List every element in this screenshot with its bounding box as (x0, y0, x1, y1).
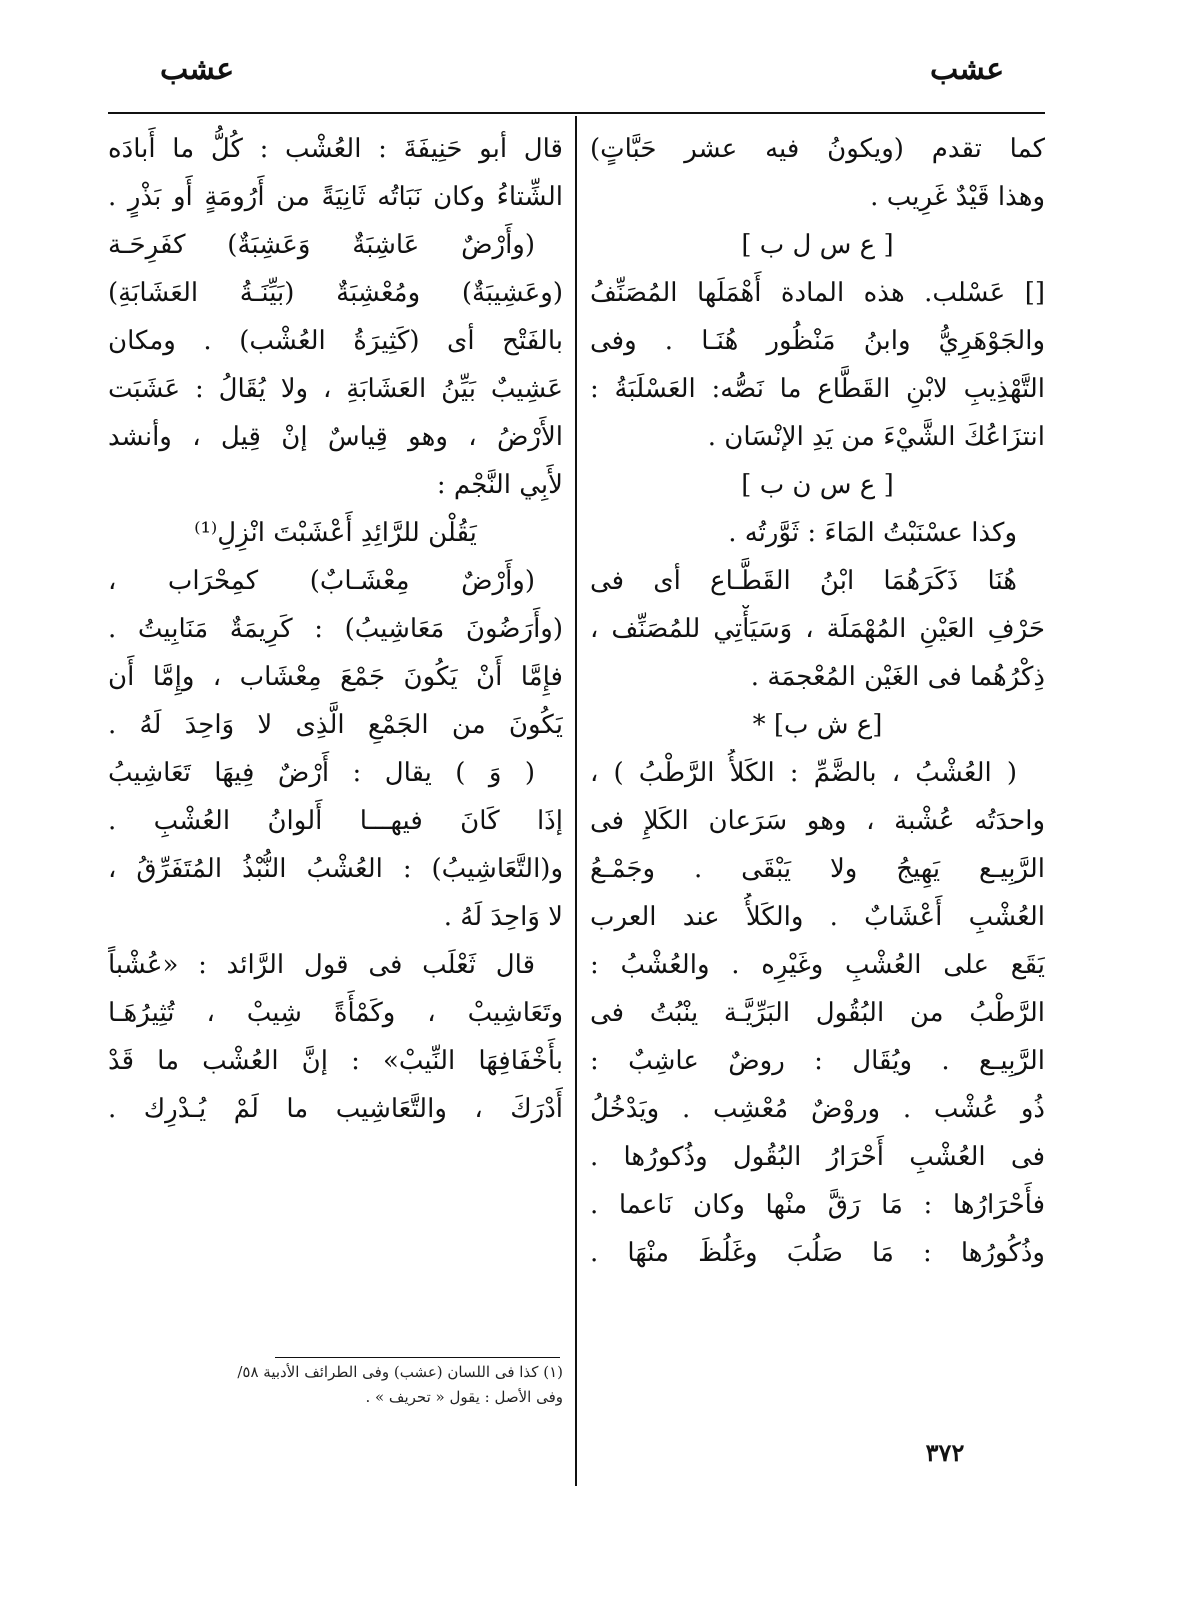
text-line: وكذا عسْنَبْتُ المَاءَ : ثَوَّرتُه . (728, 518, 1017, 548)
text-line: (وأَرْضٌ مِعْشَـابٌ) كمِحْرَاب ، (108, 566, 535, 596)
text-line: وهذا قَيْدٌ غَرِيب . (870, 182, 1045, 212)
footnote-line: (١) كذا فى اللسان (عشب) وفى الطرائف الأدبية ٥٨/ (237, 1363, 563, 1381)
text-line: (وأَرْضٌ عَاشِبَةٌ وَعَشِبَةٌ) كفَرِحَـة (108, 230, 535, 260)
text-line: ذِكْرُهُما فى الغَيْن المُعْجمَة . (750, 662, 1045, 692)
text-line: وذُكُورُها : مَا صَلُبَ وغَلُظَ منْهَا . (590, 1238, 1045, 1268)
text-line: فأَحْرَارُها : مَا رَقَّ منْها وكان نَاعما . (590, 1190, 1045, 1220)
text-line: لأَبِي النَّجْم : (436, 470, 563, 500)
text-line: الشِّتاءُ وكان نَبَاتُه ثَانِيَةً من أَرُومَةٍ أَو بَذْرٍ . (108, 182, 563, 212)
entry-heading: [ ع س ل ب ] (741, 230, 894, 260)
text-line: [] عَسْلب. هذه المادة أَهْمَلَها المُصَنِّفُ (590, 278, 1045, 308)
header-rule (108, 112, 1045, 114)
text-line: انتزَاعُكَ الشَّيْءَ من يَدِ الإنْسَان . (707, 422, 1045, 452)
text-line: يَقَع على العُشْبِ وغَيْرِه . والعُشْبُ : (590, 950, 1045, 980)
text-line: العُشْبِ أَعْشَابٌ . والكَلأُ عند العرب (590, 902, 1045, 932)
text-line: هُنَا ذَكَرَهُمَا ابْنُ القَطَّـاع أى فى (590, 566, 1017, 596)
text-line: (وعَشِيبَةٌ) ومُعْشِبَةٌ (بَيِّنَـةُ العَشَابَةِ) (108, 278, 563, 308)
text-line: حَرْفِ العَيْنِ المُهْمَلَة ، وَسَيَأْتِي للمُصَنِّف ، (590, 614, 1045, 644)
text-line: عَشِيبٌ بَيِّنُ العَشَابَةِ ، ولا يُقَالُ : عَشَبَت (108, 374, 563, 404)
text-line: الرَّبِيـع . ويُقَال : روضٌ عاشِبٌ : (590, 1046, 1045, 1076)
text-line: بالفَتْح أى (كَثِيرَةُ العُشْب) . ومكان (108, 326, 563, 356)
text-line: والجَوْهَرِيُّ وابنُ مَنْظُور هُنَـا . وفى (590, 326, 1045, 356)
text-line: لا وَاحِدَ لَهُ . (443, 902, 563, 932)
text-line: قال أبو حَنِيفَةَ : العُشْب : كُلُّ ما أَبادَه (108, 134, 563, 164)
entry-heading: [ع ش ب] * (752, 710, 883, 740)
text-line: كما تقدم (ويكونُ فيه عشر حَبَّاتٍ) (590, 134, 1045, 164)
text-line: (وأَرَضُونَ مَعَاشِيبُ) : كَرِيمَةٌ مَنَابِيتُ . (108, 614, 563, 644)
text-line: بأَخْفَافِهَا النِّيبْ» : إنَّ العُشْب ما قَدْ (108, 1046, 563, 1076)
text-line: الأَرْضُ ، وهو قِياسٌ إنْ قِيل ، وأنشد (108, 422, 563, 452)
text-line: التَّهْذِيبِ لابْنِ القَطَّاع ما نَصُّه: العَسْلَبَةُ : (590, 374, 1045, 404)
verse-line: يَقُلْن للرَّائِدِ أَعْشَبْتَ انْزِلِ⁽¹⁾ (194, 518, 477, 548)
text-line: قال ثَعْلَب فى قول الرَّائد : «عُشْباً (108, 950, 535, 980)
text-line: الرَّبِيـع يَهِيجُ ولا يَبْقَى . وجَمْـعُ (590, 854, 1045, 884)
text-line: و(التَّعَاشِيبُ) : العُشْبُ النُّبْذُ المُتَفَرِّقُ ، (108, 854, 563, 884)
running-head-right: عشب (930, 52, 1005, 87)
running-head-left: عشب (160, 52, 235, 87)
text-line: فى العُشْبِ أَحْرَارُ البُقُول وذُكورُها . (590, 1142, 1045, 1172)
column-divider (575, 116, 577, 1486)
text-line: إذَا كَانَ فيهـــا أَلوانُ العُشْبِ . (108, 806, 563, 836)
text-line: وتَعَاشِيبْ ، وكَمْأَةً شِيبْ ، تُثِيرُهَـا (108, 998, 563, 1028)
text-line: واحدَتُه عُشْبة ، وهو سَرَعان الكَلإِ فى (590, 806, 1045, 836)
footnote-line: وفى الأصل : يقول « تحريف » . (365, 1388, 563, 1406)
right-column (590, 125, 1045, 1277)
text-line: فإِمَّا أَنْ يَكُونَ جَمْعَ مِعْشَاب ، وإِمَّا أَن (108, 662, 563, 692)
text-line: يَكُونَ من الجَمْعِ الَّذِى لا وَاحِدَ لَهُ . (108, 710, 563, 740)
text-line: الرَّطْبُ من البُقُول البَرِّيَّـة ينْبُتُ فى (590, 998, 1045, 1028)
page-number: ٣٧٢ (925, 1438, 965, 1467)
text-line: ( العُشْبُ ، بالضَّمِّ : الكَلأُ الرَّطْبُ ) ، (590, 758, 1017, 788)
text-line: ذُو عُشْب . وروْضٌ مُعْشِب . ويَدْخُلُ (590, 1094, 1045, 1124)
text-line: ( وَ ) يقال : أَرْضٌ فِيهَا تَعَاشِيبُ (108, 758, 535, 788)
text-line: أَدْرَكَ ، والتَّعَاشِيب ما لَمْ يُـدْرِك . (108, 1094, 563, 1124)
footnote-rule (275, 1357, 560, 1358)
entry-heading: [ ع س ن ب ] (741, 470, 894, 500)
left-column (108, 125, 563, 1133)
footnote (108, 1360, 563, 1410)
